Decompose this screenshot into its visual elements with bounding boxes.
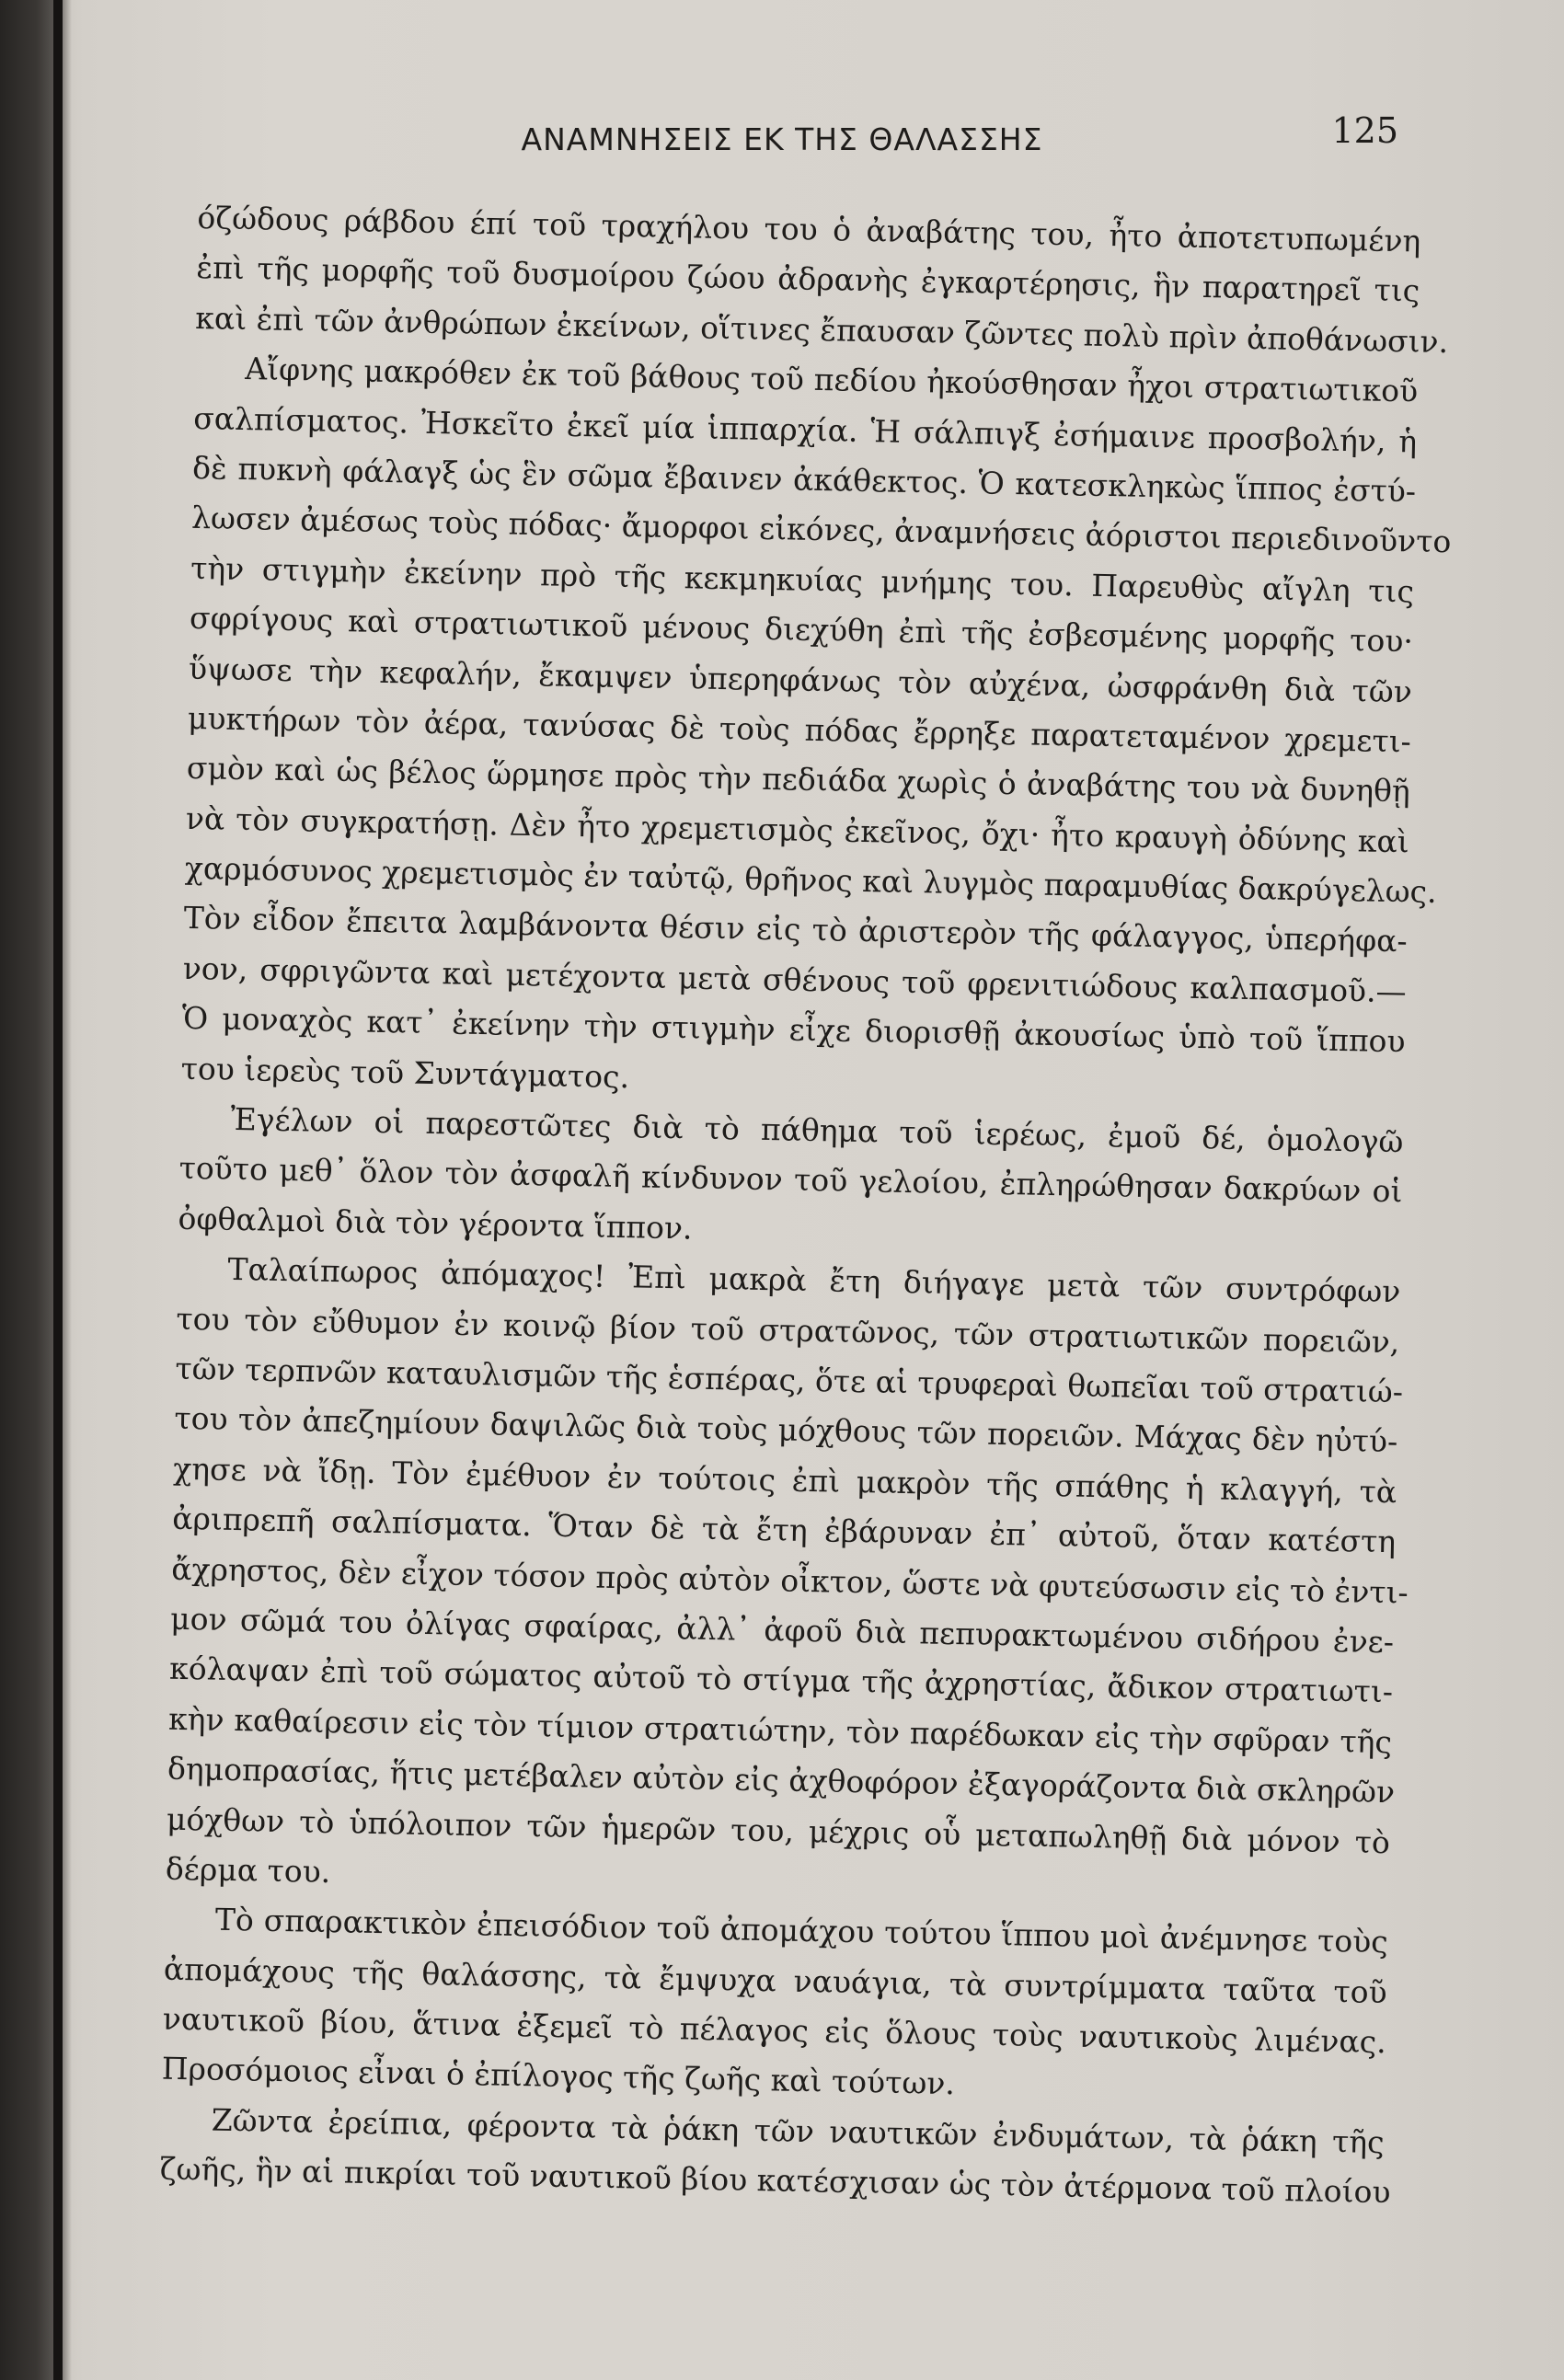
text-line: λωσεν ἀμέσως τοὺς πόδας· ἄμορφοι εἰκόνες, ἀναμνήσεις ἀόριστοι περιεδινοῦντο [190, 500, 1452, 560]
text-line: Ὁ μοναχὸς κατ᾽ ἐκείνην τὴν στιγμὴν εἶχε διορισθῇ ἀκουσίως ὑπὸ τοῦ ἵππου [181, 1000, 1406, 1060]
page-number: 125 [1331, 110, 1398, 151]
text-line: τὴν στιγμὴν ἐκείνην πρὸ τῆς κεκμηκυίας μνήμης του. Παρευθὺς αἴγλη τις [190, 549, 1415, 610]
text-line: σμὸν καὶ ὡς βέλος ὥρμησε πρὸς τὴν πεδιάδα χωρὶς ὁ ἀναβάτης του νὰ δυνηθῇ [186, 750, 1411, 810]
text-line: ζωῆς, ἣν αἱ πικρίαι τοῦ ναυτικοῦ βίου κατέσχισαν ὡς τὸν ἀτέρμονα τοῦ πλοίου [159, 2150, 1391, 2211]
text-line: χαρμόσυνος χρεμετισμὸς ἐν ταὐτῷ, θρῆνος καὶ λυγμὸς παραμυθίας δακρύγελως. [184, 849, 1437, 911]
text-line: τῶν τερπνῶν καταυλισμῶν τῆς ἑσπέρας, ὅτε αἱ τρυφεραὶ θωπεῖαι τοῦ στρατιώ- [175, 1350, 1404, 1410]
text-line: σφρίγους καὶ στρατιωτικοῦ μένους διεχύθη ἐπὶ τῆς ἐσβεσμένης μορφῆς του· [189, 600, 1414, 660]
text-line: Αἴφνης μακρόθεν ἐκ τοῦ βάθους τοῦ πεδίου ἠκούσθησαν ἦχοι στρατιωτικοῦ [244, 351, 1419, 409]
text-line: όζώδους ράβδου έπί τοῦ τραχήλου του ὁ ἀναβάτης του, ἦτο ἀποτετυπωμένη [197, 199, 1421, 259]
text-line: χησε νὰ ἴδῃ. Τὸν ἐμέθυον ἐν τούτοις ἐπὶ μακρὸν τῆς σπάθης ἡ κλαγγή, τὰ [173, 1450, 1397, 1511]
text-line: μόχθων τὸ ὑπόλοιπον τῶν ἡμερῶν του, μέχρις οὗ μεταπωληθῇ διὰ μόνον τὸ [166, 1800, 1391, 1860]
text-line: ἐπὶ τῆς μορφῆς τοῦ δυσμοίρου ζώου ἀδρανὴς ἐγκαρτέρησις, ἣν παρατηρεῖ τις [196, 249, 1420, 309]
text-line: Προσόμοιος εἶναι ὁ ἐπίλογος τῆς ζωῆς καὶ τούτων. [161, 2051, 956, 2102]
text-line: δέρμα του. [165, 1850, 331, 1890]
text-line: του τὸν εὔθυμον ἐν κοινῷ βίον τοῦ στρατῶνος, τῶν στρατιωτικῶν πορειῶν, [176, 1300, 1400, 1360]
text-line: ἄχρηστος, δὲν εἶχον τόσον πρὸς αὐτὸν οἶκτον, ὥστε νὰ φυτεύσωσιν εἰς τὸ ἐντι- [170, 1550, 1409, 1611]
text-line: Τὸν εἶδον ἔπειτα λαμβάνοντα θέσιν εἰς τὸ ἀριστερὸν τῆς φάλαγγος, ὑπερήφα- [183, 900, 1409, 960]
text-line: νὰ τὸν συγκρατήσῃ. Δὲν ἦτο χρεμετισμὸς ἐκεῖνος, ὄχι· ἦτο κραυγὴ ὀδύνης καὶ [185, 799, 1410, 860]
text-line: δημοπρασίας, ἥτις μετέβαλεν αὐτὸν εἰς ἀχθοφόρον ἐξαγοράζοντα διὰ σκληρῶν [167, 1750, 1396, 1811]
binding-gutter-edge [53, 0, 63, 2380]
text-line: του ἱερεὺς τοῦ Συντάγματος. [180, 1050, 630, 1095]
text-line: μυκτήρων τὸν ἀέρα, τανύσας δὲ τοὺς πόδας ἔρρηξε παρατεταμένον χρεμετι- [187, 699, 1412, 760]
text-line: ὀφθαλμοὶ διὰ τὸν γέροντα ἵππον. [178, 1200, 693, 1247]
text-line: τοῦτο μεθ᾽ ὅλον τὸν ἀσφαλῆ κίνδυνον τοῦ γελοίου, ἐπληρώθησαν δακρύων οἱ [178, 1150, 1403, 1210]
text-line: Ταλαίπωρος ἀπόμαχος! Ἐπὶ μακρὰ ἔτη διήγαγε μετὰ τῶν συντρόφων [227, 1251, 1401, 1310]
text-line: σαλπίσματος. Ἠσκεῖτο ἐκεῖ μία ἱππαρχία. Ἡ σάλπιγξ ἐσήμαινε προσβολήν, ἡ [192, 399, 1418, 460]
text-line: δὲ πυκνὴ φάλαγξ ὡς ἓν σῶμα ἔβαινεν ἀκάθεκτος. Ὁ κατεσκληκὼς ἵππος ἐστύ- [191, 449, 1417, 510]
running-head: ΑΝΑΜΝΗΣΕΙΣ ΕΚ ΤΗΣ ΘΑΛΑΣΣΗΣ [521, 121, 1043, 157]
text-line: Τὸ σπαρακτικὸν ἐπεισόδιον τοῦ ἀπομάχου τούτου ἵππου μοὶ ἀνέμνησε τοὺς [214, 1901, 1389, 1960]
text-line: καὶ ἐπὶ τῶν ἀνθρώπων ἐκείνων, οἵτινες ἔπαυσαν ζῶντες πολὺ πρὶν ἀποθάνωσιν. [195, 299, 1449, 360]
text-line: ἀριπρεπῆ σαλπίσματα. Ὅταν δὲ τὰ ἔτη ἐβάρυναν ἐπ᾽ αὐτοῦ, ὅταν κατέστη [171, 1500, 1397, 1560]
text-line: του τὸν ἀπεζημίουν δαψιλῶς διὰ τοὺς μόχθους τῶν πορειῶν. Μάχας δὲν ηὐτύ- [174, 1400, 1398, 1460]
text-line: νον, σφριγῶντα καὶ μετέχοντα μετὰ σθένους τοῦ φρενιτιώδους καλπασμοῦ.— [182, 949, 1407, 1010]
text-line: ναυτικοῦ βίου, ἅτινα ἐξεμεῖ τὸ πέλαγος εἰς ὅλους τοὺς ναυτικοὺς λιμένας. [162, 2000, 1387, 2061]
text-line: ἀπομάχους τῆς θαλάσσης, τὰ ἔμψυχα ναυάγια, τὰ συντρίμματα ταῦτα τοῦ [163, 1950, 1388, 2010]
text-line: Ζῶντα ἐρείπια, φέροντα τὰ ῥάκη τῶν ναυτικῶν ἐνδυμάτων, τὰ ῥάκη τῆς [211, 2101, 1385, 2160]
text-line: κόλαψαν ἐπὶ τοῦ σώματος αὐτοῦ τὸ στίγμα τῆς ἀχρηστίας, ἄδικον στρατιωτι- [168, 1650, 1394, 1710]
text-line: κὴν καθαίρεσιν εἰς τὸν τίμιον στρατιώτην, τὸν παρέδωκαν εἰς τὴν σφῦραν τῆς [167, 1700, 1393, 1760]
body-text [159, 193, 1452, 2218]
text-line: Ἐγέλων οἱ παρεστῶτες διὰ τὸ πάθημα τοῦ ἱερέως, ἐμοῦ δέ, ὁμολογῶ [230, 1100, 1404, 1160]
text-line: μον σῶμά του ὀλίγας σφαίρας, ἀλλ᾽ ἀφοῦ διὰ πεπυρακτωμένου σιδήρου ἐνε- [169, 1600, 1395, 1661]
text-line: ὕψωσε τὴν κεφαλήν, ἔκαμψεν ὑπερηφάνως τὸν αὐχένα, ὠσφράνθη διὰ τῶν [188, 650, 1413, 709]
